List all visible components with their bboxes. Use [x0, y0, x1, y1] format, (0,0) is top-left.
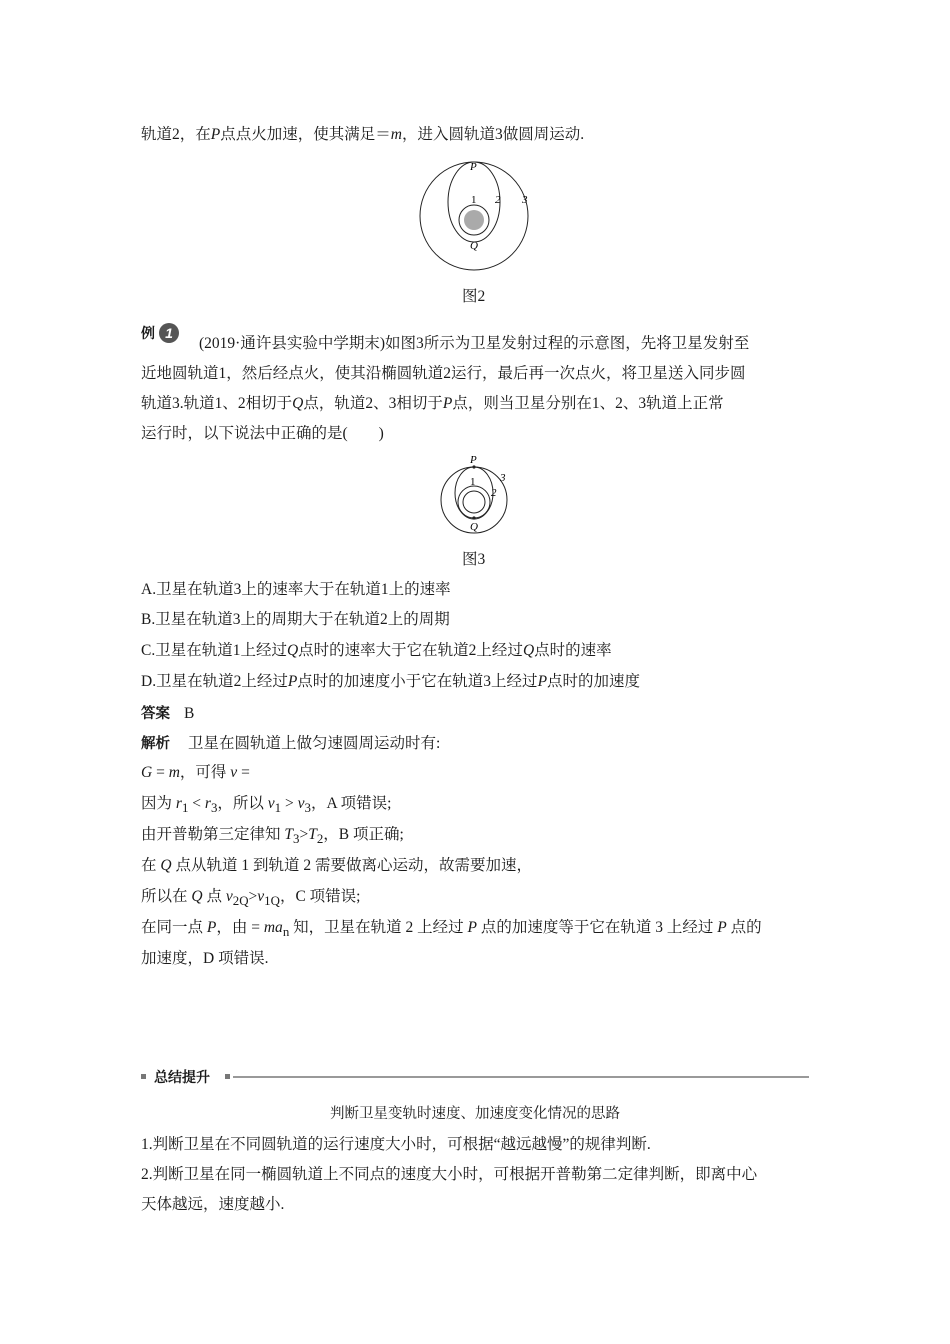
analysis-text: = [237, 764, 250, 781]
answer-value: B [184, 705, 195, 722]
analysis-text: 卫星在圆轨道上做匀速圆周运动时有: [188, 735, 441, 752]
option-text: D.卫星在轨道2上经过 [141, 673, 288, 690]
point-q: Q [286, 642, 299, 659]
point-p: P [442, 395, 453, 412]
label-orbit-1: 1 [470, 476, 476, 488]
label-orbit-2: 2 [495, 194, 501, 206]
point-p: P [210, 126, 221, 143]
analysis-text: 点从轨道 1 到轨道 2 需要做离心运动，故需要加速， [171, 857, 532, 874]
radius-symbol: r [204, 795, 211, 812]
example-line-1: (2019·通许县实验中学期末)如图3所示为卫星发射过程的示意图，先将卫星发射至 [199, 335, 750, 352]
subscript: 1 [181, 800, 189, 816]
analysis-text: 在同一点 [141, 919, 207, 936]
label-orbit-1: 1 [471, 194, 477, 206]
intro-text: 点点火加速，使其满足 [220, 126, 376, 143]
subscript: n [282, 924, 290, 940]
option-text: 点时的速率 [534, 642, 612, 659]
subscript: 2 [316, 831, 324, 847]
analysis-line-5 [141, 855, 532, 877]
example-badge [141, 322, 179, 344]
summary-item-2-line-2: 天体越远，速度越小. [141, 1196, 285, 1213]
analysis-text: > [299, 826, 309, 843]
analysis-line-8: 加速度，D 项错误. [141, 950, 269, 967]
point-q-dot [472, 516, 475, 519]
option-c [141, 640, 612, 662]
square-bullet-icon [225, 1074, 230, 1079]
analysis-text: 因为 [141, 795, 176, 812]
analysis-text: ，A 项错误; [310, 795, 392, 812]
summary-item-1: 1.判断卫星在不同圆轨道的运行速度大小时，可根据“越远越慢”的规律判断. [141, 1136, 651, 1153]
intro-line [141, 124, 584, 146]
example-line-2: 近地圆轨道1，然后经点火，使其沿椭圆轨道2运行，最后再一次点火，将卫星送入同步圆 [141, 365, 746, 382]
label-orbit-2: 2 [491, 487, 497, 499]
label-q: Q [470, 521, 478, 533]
example-text: 点，则当卫星分别在1、2、3轨道上正常 [452, 395, 724, 412]
analysis-line-2 [141, 762, 250, 784]
point-p: P [206, 919, 217, 936]
figure-2-caption: 图2 [462, 288, 486, 305]
acceleration-symbol: ma [263, 919, 283, 936]
analysis-text: 点 [202, 888, 226, 905]
label-orbit-3: 3 [522, 194, 528, 206]
point-p: P [287, 673, 298, 690]
analysis-text: 知，卫星在轨道 2 上经过 [289, 919, 468, 936]
example-label: 例 [141, 326, 155, 342]
option-text: 点时的速率大于它在轨道2上经过 [298, 642, 523, 659]
point-q: Q [160, 857, 172, 874]
subscript: 3 [293, 831, 300, 847]
mass-symbol: m [390, 126, 402, 143]
summary-item-2-line-1: 2.判断卫星在同一椭圆轨道上不同点的速度大小时，可根据开普勒第二定律判断，即离中心 [141, 1166, 758, 1183]
example-line-4: 运行时，以下说法中正确的是( ) [141, 425, 384, 442]
option-b: B.卫星在轨道3上的周期大于在轨道2上的周期 [141, 611, 450, 628]
analysis-text: 在 [141, 857, 161, 874]
label-orbit-3: 3 [500, 472, 506, 484]
option-text: 点时的加速度 [547, 673, 641, 690]
analysis-text: 点的加速度等于它在轨道 3 上经过 [477, 919, 718, 936]
label-p: P [470, 161, 477, 173]
example-line-3 [141, 393, 724, 415]
subscript: 2Q [232, 893, 249, 909]
analysis-text: 所以在 [141, 888, 192, 905]
velocity-symbol: v [225, 888, 233, 905]
summary-title: 判断卫星变轨时速度、加速度变化情况的思路 [330, 1106, 620, 1122]
analysis-text: ，由 = [216, 919, 264, 936]
analysis-text: ，B 项正确; [323, 826, 404, 843]
point-p: P [717, 919, 727, 936]
example-number: 1 [159, 323, 179, 343]
option-text: C.卫星在轨道1上经过 [141, 642, 287, 659]
point-p: P [467, 919, 477, 936]
analysis-line-3 [141, 793, 392, 819]
label-p: P [470, 454, 477, 466]
analysis-line-1 [141, 733, 440, 755]
analysis-text: ，可得 [179, 764, 231, 781]
figure-3-orbit-diagram [434, 452, 520, 536]
divider-line [233, 1076, 809, 1078]
analysis-line-6 [141, 886, 360, 912]
option-a: A.卫星在轨道3上的速率大于在轨道1上的速率 [141, 581, 451, 598]
intro-text: 轨道2，在 [141, 126, 211, 143]
analysis-text: < [188, 795, 205, 812]
analysis-line-4 [141, 824, 404, 850]
intro-text: ，进入圆轨道3做圆周运动. [401, 126, 585, 143]
velocity-symbol: v [257, 888, 265, 905]
example-text: 点，轨道2、3相切于 [303, 395, 443, 412]
point-q: Q [292, 395, 304, 412]
option-text: 点时的加速度小于它在轨道3上经过 [297, 673, 538, 690]
point-p: P [537, 673, 548, 690]
velocity-symbol: v [297, 795, 305, 812]
answer-line [141, 703, 194, 725]
subscript: 3 [304, 800, 311, 816]
example-text: 轨道3.轨道1、2相切于 [141, 395, 293, 412]
planet-shape [463, 491, 485, 513]
analysis-text: ，所以 [217, 795, 268, 812]
planet-shape [464, 210, 484, 230]
analysis-text: ，C 项错误; [279, 888, 361, 905]
square-bullet-icon [141, 1074, 146, 1079]
equals-sign: ＝ [375, 126, 391, 143]
label-q: Q [470, 240, 478, 252]
analysis-text: > [281, 795, 298, 812]
summary-header-bar [141, 1068, 809, 1088]
point-q: Q [191, 888, 203, 905]
figure-2-orbit-diagram [415, 158, 535, 274]
radius-symbol: r [175, 795, 182, 812]
gravity-constant: G [141, 764, 153, 781]
mass-symbol: m [168, 764, 180, 781]
figure-3-caption: 图3 [462, 551, 486, 568]
velocity-symbol: v [230, 764, 238, 781]
subscript: 3 [210, 800, 218, 816]
analysis-text: 点的 [726, 919, 762, 936]
analysis-text: > [248, 888, 258, 905]
option-d [141, 671, 640, 693]
subscript: 1 [274, 800, 282, 816]
point-q: Q [522, 642, 535, 659]
analysis-text: = [152, 764, 169, 781]
summary-header: 总结提升 [154, 1070, 210, 1086]
answer-label: 答案 [141, 706, 170, 722]
period-symbol: T [284, 826, 294, 843]
subscript: 1Q [264, 893, 280, 909]
analysis-label: 解析 [141, 736, 170, 752]
velocity-symbol: v [267, 795, 275, 812]
analysis-text: 由开普勒第三定律知 [141, 826, 285, 843]
period-symbol: T [308, 826, 317, 843]
analysis-line-7 [141, 917, 762, 943]
